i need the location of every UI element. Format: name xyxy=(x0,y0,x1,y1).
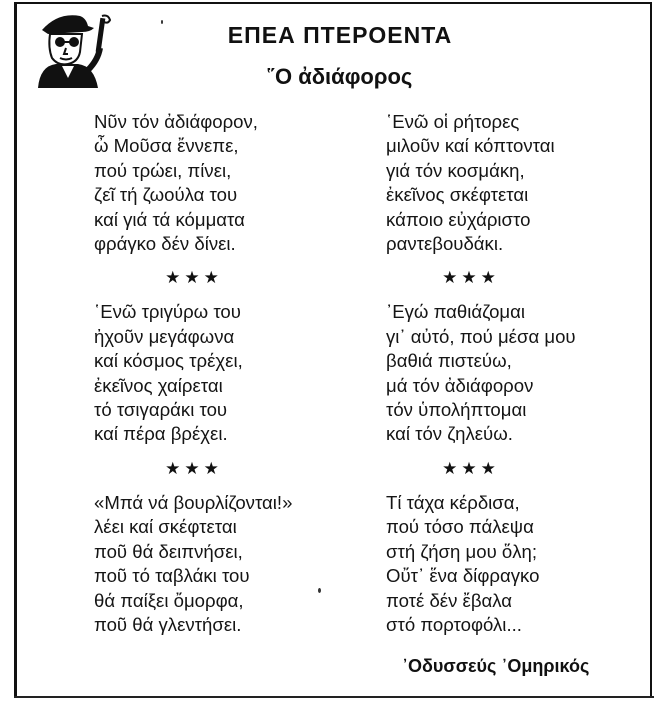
caricature-logo-icon xyxy=(28,8,116,88)
verse-line: ποῦ θά δειπνήσει, xyxy=(94,540,243,562)
verse-line: «Μπά νά βουρλίζονται!» xyxy=(94,491,293,513)
verse-line: Νῦν τόν ἀδιάφορον, xyxy=(94,111,258,132)
verse-line: βαθιά πιστεύω, xyxy=(386,350,512,372)
verse-line: ποῦ τό ταβλάκι του xyxy=(94,565,250,587)
verse-line: στό πορτοφόλι... xyxy=(386,613,522,635)
column-title: ΕΠΕΑ ΠΤΕΡΟΕΝΤΑ xyxy=(227,22,453,48)
verse-line: ῾Ενῶ τριγύρω του xyxy=(94,301,241,323)
stanza-separator: ★★★ xyxy=(165,268,223,288)
verse-line: πού τρώει, πίνει, xyxy=(94,159,232,181)
stanza xyxy=(386,491,646,637)
stanza-separator: ★★★ xyxy=(165,458,223,478)
poem-right-column xyxy=(386,110,646,637)
verse-line: ᾽Εγώ παθιάζομαι xyxy=(386,301,525,323)
print-speck xyxy=(318,588,321,593)
bottom-rule xyxy=(14,696,654,698)
author-signature: ᾽Οδυσσεύς ᾽Ομηρικός xyxy=(402,656,590,676)
verse-line: ῾Ενῶ οἱ ρήτορες xyxy=(386,111,520,132)
verse-line: καί τόν ζηλεύω. xyxy=(386,423,513,445)
stanza xyxy=(94,300,354,446)
verse-line: μά τόν ἀδιάφορον xyxy=(386,374,534,396)
stanza-separator: ★★★ xyxy=(442,268,500,288)
verse-line: ἐκεῖνος σκέφτεται xyxy=(386,184,529,206)
verse-line: ποτέ δέν ἔβαλα xyxy=(386,589,513,611)
verse-line: ραντεβουδάκι. xyxy=(386,233,504,255)
poem-title: ῞Ο ἀδιάφορος xyxy=(267,64,413,89)
verse-line: ἠχοῦν μεγάφωνα xyxy=(94,325,235,347)
verse-line: Οὔτ᾽ ἕνα δίφραγκο xyxy=(386,565,540,587)
stanza xyxy=(94,491,354,637)
verse-line: στή ζήση μου ὅλη; xyxy=(386,540,538,562)
verse-line: κάποιο εὐχάριστο xyxy=(386,208,531,230)
print-speck xyxy=(161,20,163,24)
verse-line: καί κόσμος τρέχει, xyxy=(94,350,243,372)
verse-line: τό τσιγαράκι του xyxy=(94,399,228,421)
verse-line: τόν ὑπολήπτομαι xyxy=(386,399,527,421)
verse-line: μιλοῦν καί κόπτονται xyxy=(386,135,555,157)
verse-line: ποῦ θά γλεντήσει. xyxy=(94,613,242,635)
verse-line: ἐκεῖνος χαίρεται xyxy=(94,374,223,396)
verse-line: καί πέρα βρέχει. xyxy=(94,423,228,445)
verse-line: καί γιά τά κόμματα xyxy=(94,208,245,230)
verse-line: ὦ Μοῦσα ἔννεπε, xyxy=(94,135,239,157)
verse-line: πού τόσο πάλεψα xyxy=(386,516,534,538)
verse-line: λέει καί σκέφτεται xyxy=(94,516,237,538)
stanza xyxy=(386,300,646,446)
verse-line: γι᾽ αὐτό, πού μέσα μου xyxy=(386,325,576,347)
verse-line: γιά τόν κοσμάκη, xyxy=(386,159,525,181)
stanza xyxy=(386,110,646,256)
stanza-separator: ★★★ xyxy=(442,458,500,478)
verse-line: Τί τάχα κέρδισα, xyxy=(386,491,520,513)
verse-line: φράγκο δέν δίνει. xyxy=(94,233,236,255)
verse-line: ζεῖ τή ζωούλα του xyxy=(94,184,238,206)
poem-left-column xyxy=(94,110,354,637)
verse-line: θά παίξει ὄμορφα, xyxy=(94,589,244,611)
stanza xyxy=(94,110,354,256)
